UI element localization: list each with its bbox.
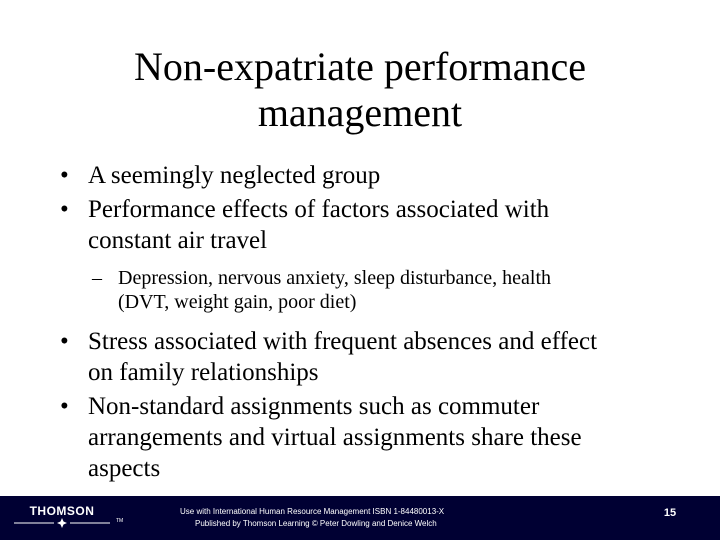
bullet-marker: • xyxy=(60,162,69,189)
bullet-text-line: A seemingly neglected group xyxy=(88,162,381,189)
slide-body xyxy=(60,160,680,487)
bullet-text-line: arrangements and virtual assignments share these xyxy=(88,424,582,451)
footer-citation xyxy=(180,506,560,530)
logo-star-icon xyxy=(10,518,114,528)
slide-title xyxy=(60,44,660,136)
sub-bullet-text-line: (DVT, weight gain, poor diet) xyxy=(118,291,357,313)
bullet-item xyxy=(60,194,680,256)
bullet-marker: • xyxy=(60,196,69,223)
thomson-logo xyxy=(10,504,122,530)
slide-title-line-2: management xyxy=(257,90,463,135)
slide-title-line-1: Non-expatriate performance xyxy=(134,44,586,89)
logo-trademark: TM xyxy=(116,518,124,524)
bullet-item xyxy=(60,391,680,484)
bullet-marker: • xyxy=(60,393,69,420)
bullet-text-line: Stress associated with frequent absences and effect xyxy=(88,328,598,355)
bullet-text-line: Non-standard assignments such as commuter xyxy=(88,393,540,420)
logo-wordmark: THOMSON xyxy=(29,504,95,518)
footer-line-1: Use with International Human Resource Management ISBN 1-84480013-X xyxy=(180,507,445,516)
bullet-marker: • xyxy=(60,328,69,355)
bullet-text-line: constant air travel xyxy=(88,227,268,254)
sub-bullet-item xyxy=(60,266,680,314)
page-number: 15 xyxy=(663,507,677,519)
bullet-item xyxy=(60,326,680,388)
footer-bar xyxy=(0,496,720,540)
bullet-item xyxy=(60,160,680,191)
bullet-text-line: aspects xyxy=(88,455,161,482)
sub-bullet-text-line: Depression, nervous anxiety, sleep disturbance, health xyxy=(118,267,552,289)
bullet-text-line: Performance effects of factors associated with xyxy=(88,196,550,223)
bullet-text-line: on family relationships xyxy=(88,359,319,386)
sub-bullet-marker: – xyxy=(92,267,102,289)
footer-line-2: Published by Thomson Learning © Peter Dowling and Denice Welch xyxy=(195,519,437,528)
